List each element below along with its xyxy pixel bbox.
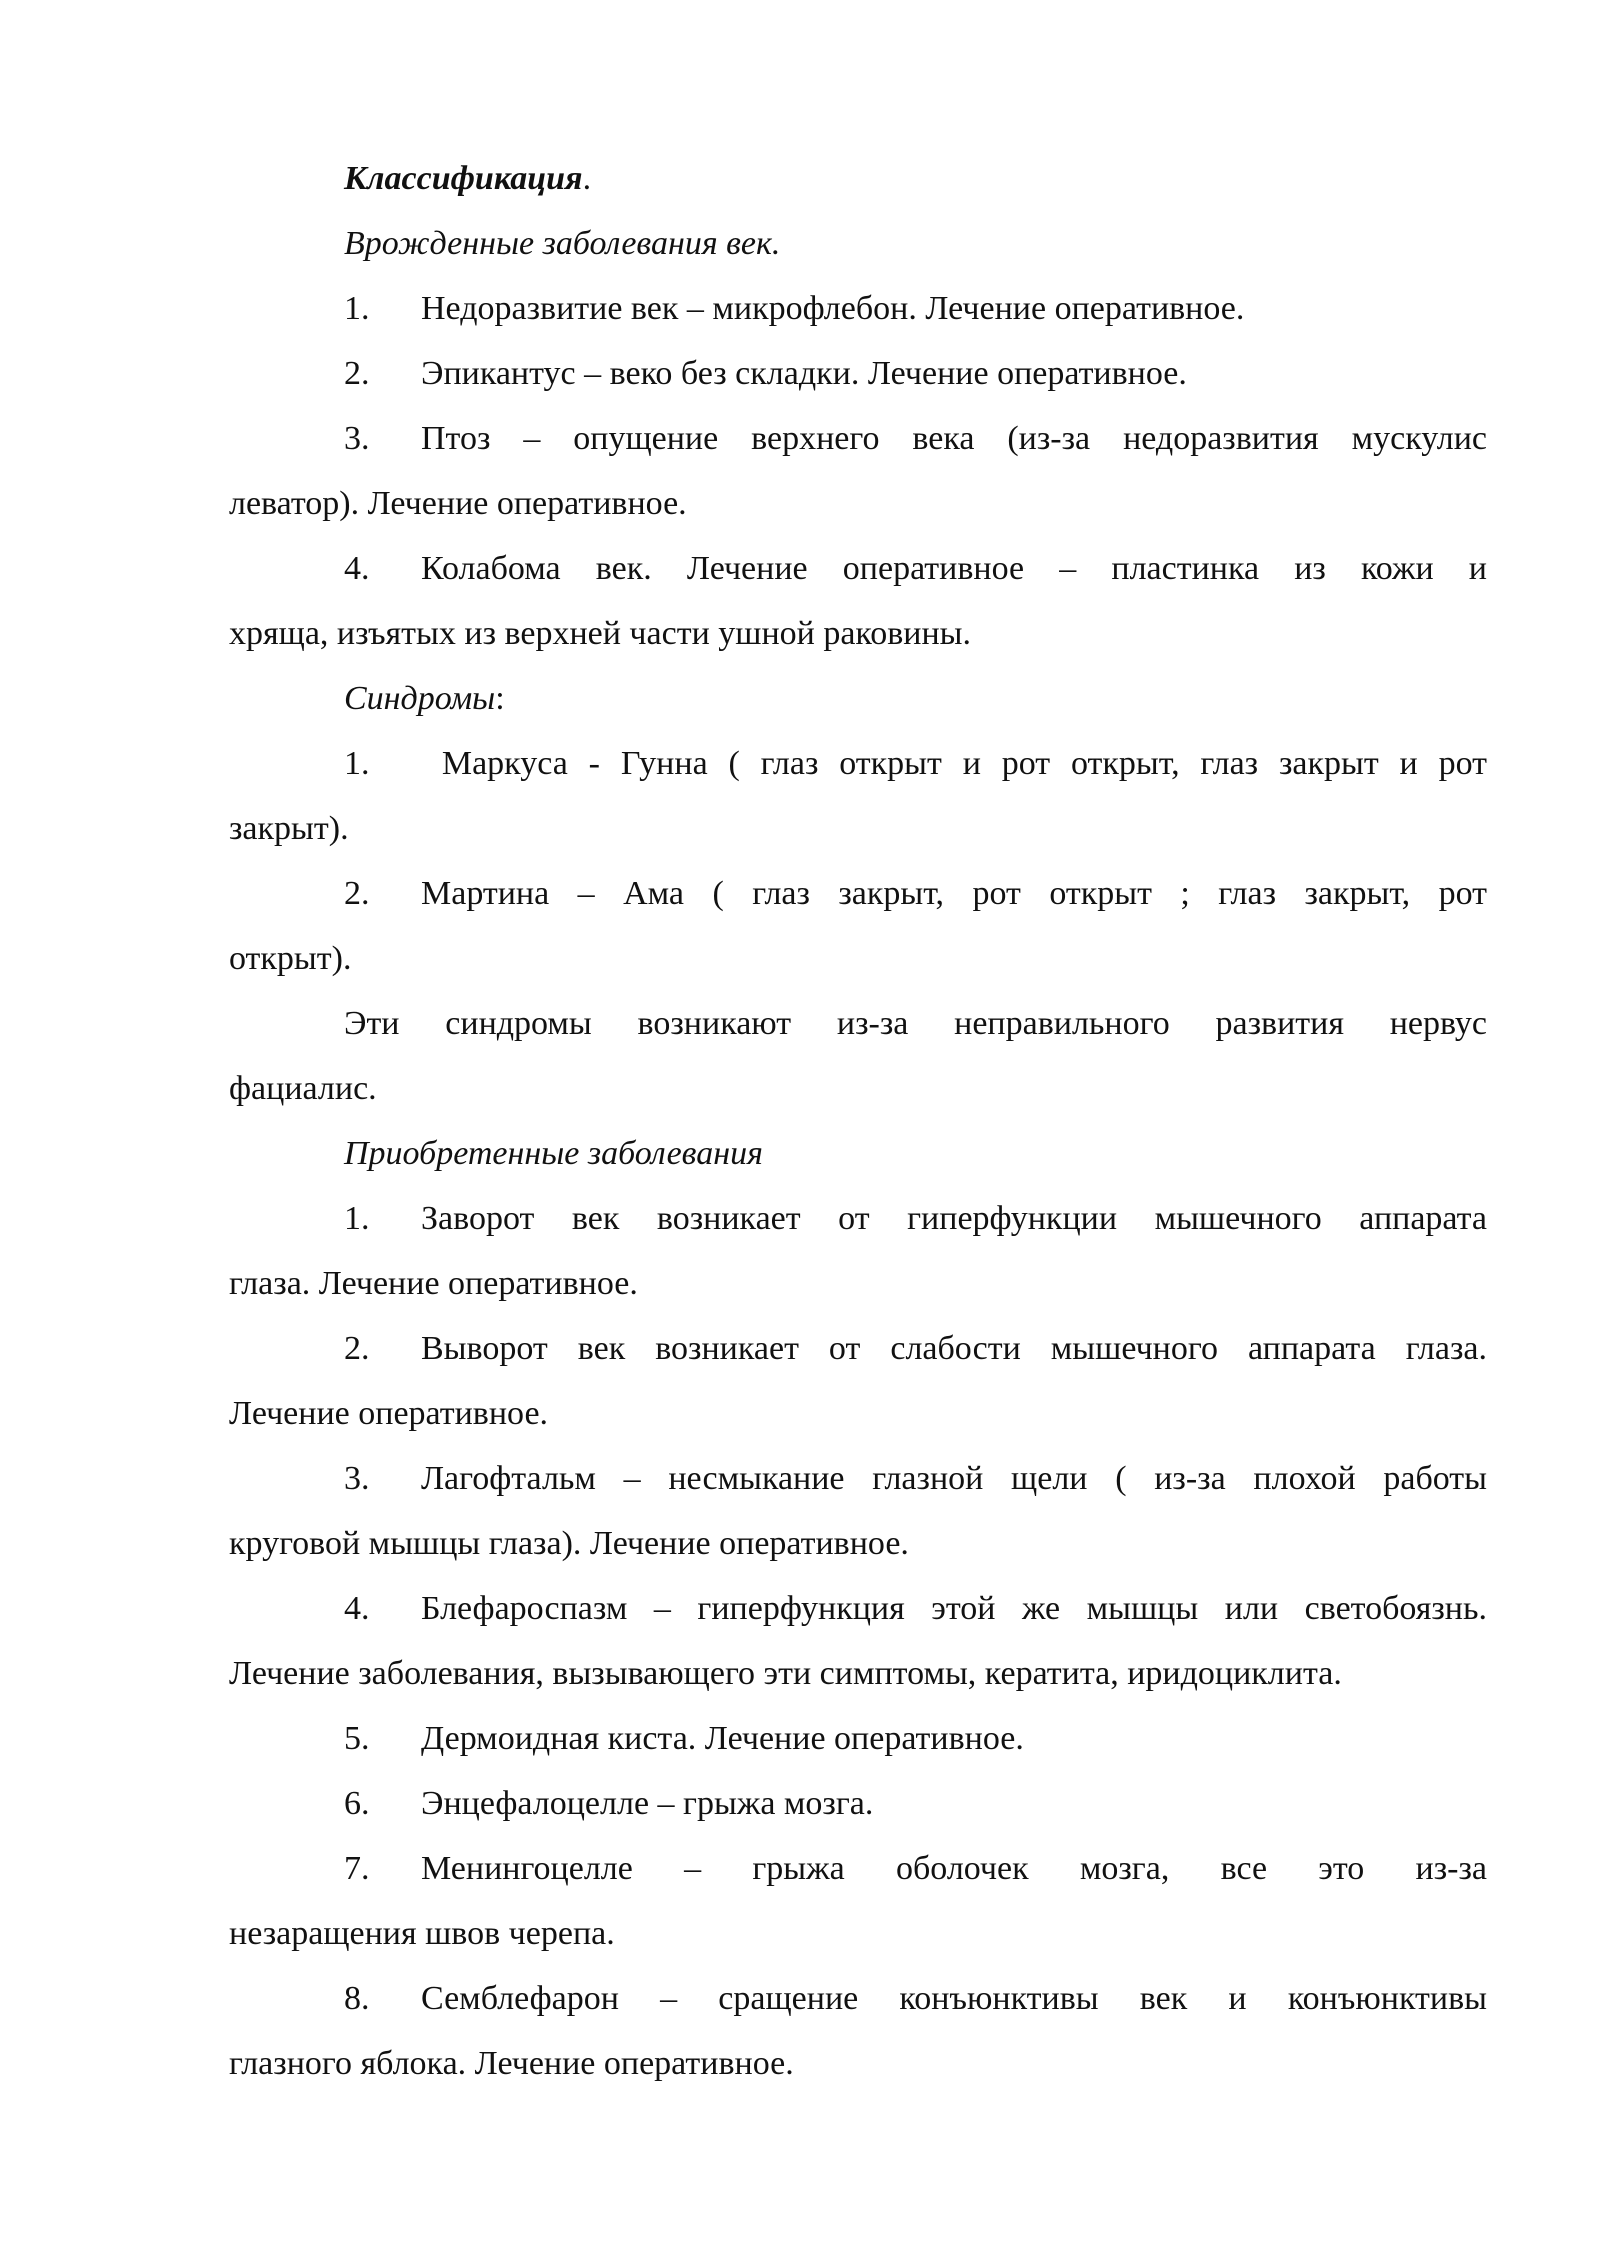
item-line: [344, 536, 1487, 601]
item-continuation: Лечение заболевания, вызывающего эти симптомы, кератита, иридоциклита.: [229, 1655, 1342, 1692]
item-continuation: хряща, изъятых из верхней части ушной раковины.: [229, 615, 972, 652]
item-number: 3.: [344, 420, 370, 457]
item-continuation: незаращения швов черепа.: [229, 1915, 615, 1952]
item-text: Дермоидная киста. Лечение оперативное.: [421, 1720, 1024, 1757]
item-line: [344, 861, 1487, 926]
item-number: 1.: [344, 1200, 370, 1237]
item-continuation: глаза. Лечение оперативное.: [229, 1265, 638, 1302]
item-line: [344, 1316, 1487, 1381]
congenital-heading: Врожденные заболевания век.: [344, 225, 781, 262]
syndromes-heading: [229, 666, 1487, 731]
acquired-heading: Приобретенные заболевания: [344, 1135, 763, 1172]
heading-punct: .: [582, 160, 592, 197]
congenital-item-1: [229, 276, 1487, 341]
item-text: Колабома век. Лечение оперативное – пластинка из кожи и: [421, 550, 1487, 587]
item-text: Блефароспазм – гиперфункция этой же мышцы или светобоязнь.: [421, 1590, 1487, 1627]
item-number: 2.: [344, 1330, 370, 1367]
acquired-item-4: [229, 1576, 1487, 1641]
item-continuation: глазного яблока. Лечение оперативное.: [229, 2045, 794, 2082]
acquired-item-2: [229, 1316, 1487, 1381]
item-text: Заворот век возникает от гиперфункции мышечного аппарата: [421, 1200, 1487, 1237]
page-content: [229, 146, 1487, 2096]
item-text: Мартина – Ама ( глаз закрыт, рот открыт ; глаз закрыт, рот: [421, 875, 1487, 912]
item-text: Эпикантус – веко без складки. Лечение оперативное.: [421, 355, 1187, 392]
acquired-item-8: [229, 1966, 1487, 2031]
item-text: Энцефалоцелле – грыжа мозга.: [421, 1785, 874, 1822]
item-number: 1.: [344, 745, 370, 782]
item-text: Недоразвитие век – микрофлебон. Лечение оперативное.: [421, 290, 1245, 327]
note-continuation: фациалис.: [229, 1070, 377, 1107]
syndrome-item-2: [229, 861, 1487, 926]
item-number: 6.: [344, 1785, 370, 1822]
item-continuation: круговой мышцы глаза). Лечение оперативное.: [229, 1525, 909, 1562]
item-number: 8.: [344, 1980, 370, 2017]
item-number: 4.: [344, 1590, 370, 1627]
item-text: Маркуса - Гунна ( глаз открыт и рот открыт, глаз закрыт и рот: [421, 745, 1487, 782]
heading-text: Классификация: [344, 160, 583, 197]
item-text: Выворот век возникает от слабости мышечного аппарата глаза.: [421, 1330, 1487, 1367]
item-number: 5.: [344, 1720, 370, 1757]
item-text: Птоз – опущение верхнего века (из-за недоразвития мускулис: [421, 420, 1487, 457]
acquired-item-1: [229, 1186, 1487, 1251]
classification-heading: [229, 146, 1487, 211]
item-number: 1.: [344, 290, 370, 327]
acquired-item-3: [229, 1446, 1487, 1511]
congenital-item-3: [229, 406, 1487, 471]
item-number: 4.: [344, 550, 370, 587]
syndromes-heading-text: Синдромы: [344, 680, 496, 717]
item-line: [344, 1576, 1487, 1641]
item-continuation: открыт).: [229, 940, 352, 977]
acquired-item-7: [229, 1836, 1487, 1901]
item-line: [344, 406, 1487, 471]
item-line: [344, 1446, 1487, 1511]
item-number: 2.: [344, 875, 370, 912]
note-line: Эти синдромы возникают из-за неправильного развития нервус: [344, 1005, 1487, 1042]
item-text: Менингоцелле – грыжа оболочек мозга, все это из-за: [421, 1850, 1487, 1887]
item-continuation: Лечение оперативное.: [229, 1395, 549, 1432]
item-line: [344, 1836, 1487, 1901]
syndromes-heading-colon: :: [495, 680, 505, 717]
item-line: [344, 1186, 1487, 1251]
item-number: 3.: [344, 1460, 370, 1497]
item-number: 2.: [344, 355, 370, 392]
item-text: Семблефарон – сращение конъюнктивы век и конъюнктивы: [421, 1980, 1487, 2017]
acquired-item-6: [229, 1771, 1487, 1836]
item-number: 7.: [344, 1850, 370, 1887]
congenital-item-2: [229, 341, 1487, 406]
item-text: Лагофтальм – несмыкание глазной щели ( из-за плохой работы: [421, 1460, 1487, 1497]
acquired-item-5: [229, 1706, 1487, 1771]
item-line: [344, 1966, 1487, 2031]
syndromes-note: [229, 991, 1487, 1056]
syndrome-item-1: [229, 731, 1487, 796]
item-continuation: леватор). Лечение оперативное.: [229, 485, 687, 522]
congenital-item-4: [229, 536, 1487, 601]
item-continuation: закрыт).: [229, 810, 349, 847]
item-line: [344, 731, 1487, 796]
